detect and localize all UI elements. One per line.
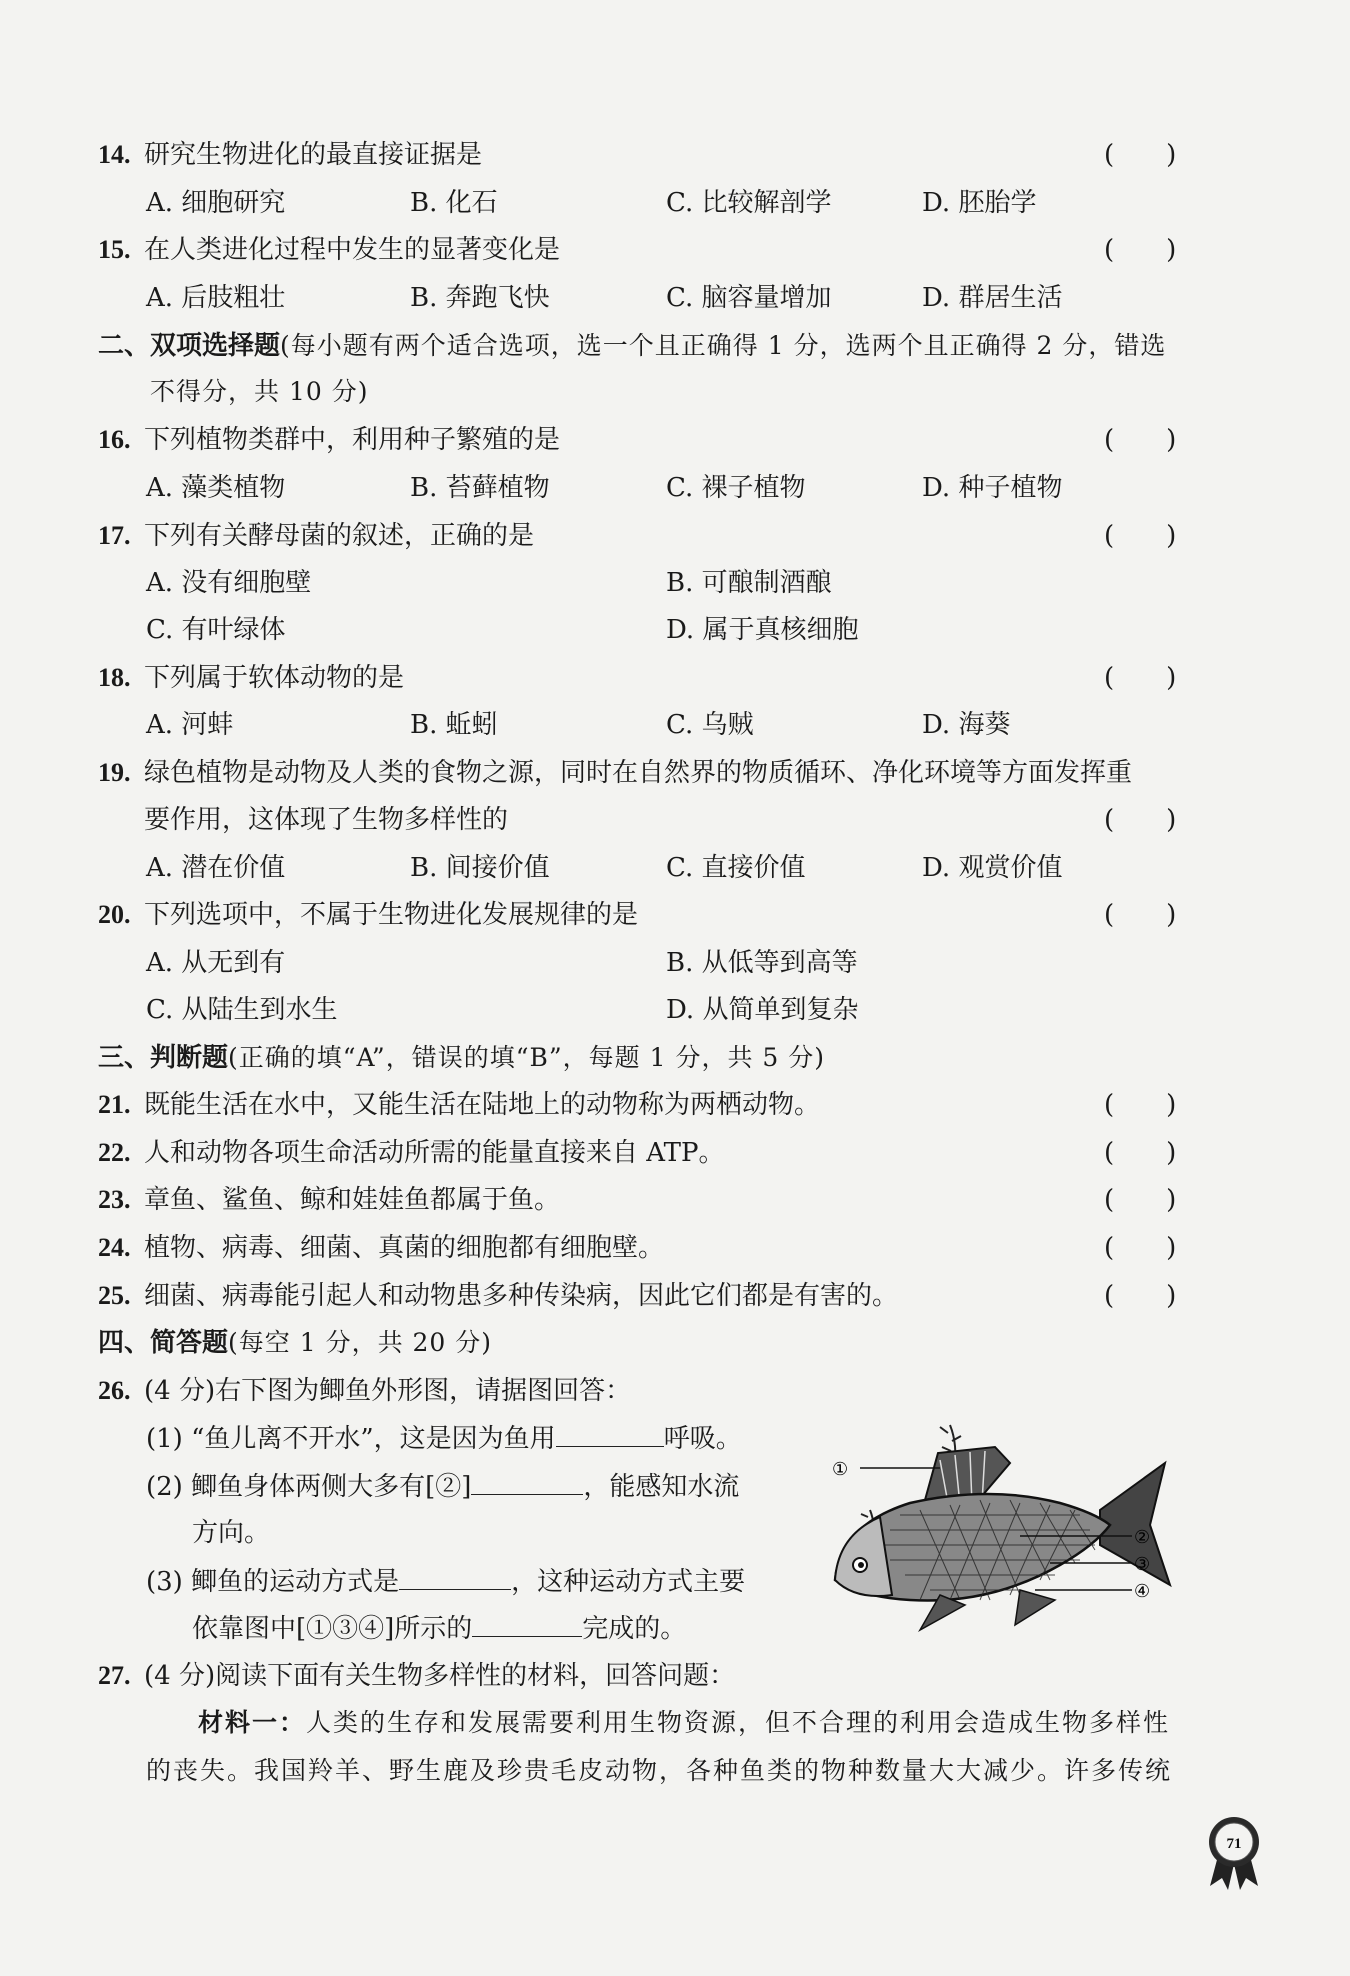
- options-17-row1: [0, 561, 1350, 605]
- options-16: [0, 466, 1350, 510]
- option-d: D. 胚胎学: [922, 188, 1037, 218]
- anal-fin: [1015, 1590, 1055, 1625]
- answer-parens[interactable]: ( ): [1104, 140, 1177, 170]
- section-2-heading-cont: [0, 370, 1350, 414]
- section-title: 三、判断题(正确的填“A”，错误的填“B”，每题 1 分，共 5 分): [98, 1043, 825, 1073]
- section-title: 二、双项选择题(每小题有两个适合选项，选一个且正确得 1 分，选两个且正确得 2 分，错选: [98, 331, 1167, 361]
- option-b: B. 从低等到高等: [666, 948, 858, 978]
- question-number: 18.: [98, 663, 131, 692]
- options-20-row1: [0, 941, 1350, 985]
- answer-parens[interactable]: ( ): [1104, 663, 1177, 693]
- label-1: ①: [832, 1459, 849, 1480]
- material-label: 材料一：: [198, 1708, 307, 1737]
- option-a: A. 没有细胞壁: [146, 568, 312, 598]
- option-a: A. 细胞研究: [146, 188, 286, 218]
- question-number: 22.: [98, 1138, 131, 1167]
- options-19: [0, 846, 1350, 890]
- section-note: (每空 1 分，共 20 分): [228, 1328, 493, 1357]
- option-a: A. 藻类植物: [146, 473, 286, 503]
- option-c: C. 脑容量增加: [666, 283, 832, 313]
- answer-parens[interactable]: ( ): [1104, 1185, 1177, 1215]
- option-d: D. 群居生活: [922, 283, 1063, 313]
- question-number: 19.: [98, 758, 131, 787]
- option-b: B. 间接价值: [410, 853, 550, 883]
- option-c: C. 有叶绿体: [146, 615, 286, 645]
- question-text: 章鱼、鲨鱼、鲸和娃娃鱼都属于鱼。: [144, 1185, 561, 1215]
- crucian-carp-figure: [820, 1415, 1190, 1640]
- options-20-row2: [0, 988, 1350, 1032]
- question-number: 15.: [98, 235, 131, 264]
- label-2: ②: [1134, 1527, 1151, 1548]
- section-title: 四、简答题(每空 1 分，共 20 分): [98, 1328, 493, 1358]
- options-15: [0, 276, 1350, 320]
- question-text: 下列选项中，不属于生物进化发展规律的是: [144, 900, 639, 930]
- answer-parens[interactable]: ( ): [1104, 1281, 1177, 1311]
- option-c: C. 从陆生到水生: [146, 995, 338, 1025]
- material-1-line1: [0, 1701, 1350, 1745]
- question-text: 绿色植物是动物及人类的食物之源，同时在自然界的物质循环、净化环境等方面发挥重: [144, 758, 1133, 788]
- question-text: (4 分)阅读下面有关生物多样性的材料，回答问题：: [144, 1661, 736, 1691]
- question-number: 20.: [98, 900, 131, 929]
- question-number: 16.: [98, 425, 131, 454]
- material-1-line2: [0, 1749, 1350, 1793]
- label-3: ③: [1134, 1554, 1151, 1575]
- answer-blank[interactable]: [556, 1416, 664, 1447]
- question-text: 研究生物进化的最直接证据是: [144, 140, 483, 170]
- option-a: A. 潜在价值: [146, 853, 286, 883]
- question-text-cont: 要作用，这体现了生物多样性的: [144, 805, 509, 835]
- question-22: [0, 1131, 1350, 1175]
- option-d: D. 属于真核细胞: [666, 615, 859, 645]
- question-number: 14.: [98, 140, 131, 169]
- answer-blank[interactable]: [471, 1464, 583, 1495]
- option-c: C. 直接价值: [666, 853, 806, 883]
- section-3-heading: [0, 1036, 1350, 1080]
- question-number: 27.: [98, 1661, 131, 1690]
- option-b: B. 蚯蚓: [410, 710, 498, 740]
- option-d: D. 种子植物: [922, 473, 1063, 503]
- question-text: 植物、病毒、细菌、真菌的细胞都有细胞壁。: [144, 1233, 665, 1263]
- sub-question-1: (1) “鱼儿离不开水”，这是因为鱼用 呼吸。: [146, 1416, 742, 1461]
- answer-parens[interactable]: ( ): [1104, 1090, 1177, 1120]
- answer-blank[interactable]: [472, 1606, 582, 1637]
- question-16: [0, 418, 1350, 462]
- option-b: B. 化石: [410, 188, 498, 218]
- question-26: [0, 1369, 1350, 1413]
- section-4-heading: [0, 1321, 1350, 1365]
- option-b: B. 可酿制酒酿: [666, 568, 832, 598]
- sub-question-3: (3) 鲫鱼的运动方式是 ，这种运动方式主要: [146, 1559, 745, 1604]
- question-25: [0, 1274, 1350, 1318]
- section-note: (每小题有两个适合选项，选一个且正确得 1 分，选两个且正确得 2 分，错选: [280, 331, 1167, 360]
- option-a: A. 河蚌: [146, 710, 234, 740]
- answer-parens[interactable]: ( ): [1104, 900, 1177, 930]
- question-23: [0, 1178, 1350, 1222]
- sub-question-2-cont: 方向。: [192, 1518, 271, 1548]
- section-2-heading: [0, 324, 1350, 368]
- answer-parens[interactable]: ( ): [1104, 235, 1177, 265]
- question-text: 既能生活在水中，又能生活在陆地上的动物称为两栖动物。: [144, 1090, 821, 1120]
- question-text: 下列植物类群中，利用种子繁殖的是: [144, 425, 561, 455]
- option-a: A. 从无到有: [146, 948, 286, 978]
- answer-parens[interactable]: ( ): [1104, 1233, 1177, 1263]
- question-number: 21.: [98, 1090, 131, 1119]
- option-b: B. 苔藓植物: [410, 473, 550, 503]
- question-14: [0, 133, 1350, 177]
- question-18: [0, 656, 1350, 700]
- option-c: C. 比较解剖学: [666, 188, 832, 218]
- question-text: 细菌、病毒能引起人和动物患多种传染病，因此它们都是有害的。: [144, 1281, 899, 1311]
- question-text: 下列有关酵母菌的叙述，正确的是: [144, 521, 535, 551]
- question-27: [0, 1654, 1350, 1698]
- option-d: D. 观赏价值: [922, 853, 1063, 883]
- question-number: 25.: [98, 1281, 131, 1310]
- question-21: [0, 1083, 1350, 1127]
- answer-parens[interactable]: ( ): [1104, 805, 1177, 835]
- option-c: C. 乌贼: [666, 710, 754, 740]
- material-text-cont: 的丧失。我国羚羊、野生鹿及珍贵毛皮动物，各种鱼类的物种数量大大减少。许多传统: [146, 1756, 1173, 1785]
- answer-parens[interactable]: ( ): [1104, 521, 1177, 551]
- question-17: [0, 514, 1350, 558]
- option-a: A. 后肢粗壮: [146, 283, 286, 313]
- question-text: 在人类进化过程中发生的显著变化是: [144, 235, 561, 265]
- option-d: D. 海葵: [922, 710, 1011, 740]
- options-18: [0, 703, 1350, 747]
- question-text: (4 分)右下图为鲫鱼外形图，请据图回答：: [144, 1376, 632, 1406]
- question-15: [0, 228, 1350, 272]
- option-d: D. 从简单到复杂: [666, 995, 859, 1025]
- question-text: 下列属于软体动物的是: [144, 663, 405, 693]
- option-c: C. 裸子植物: [666, 473, 806, 503]
- question-20: [0, 893, 1350, 937]
- question-number: 17.: [98, 521, 131, 550]
- question-number: 23.: [98, 1185, 131, 1214]
- question-number: 24.: [98, 1233, 131, 1262]
- question-number: 26.: [98, 1376, 131, 1405]
- section-note: (正确的填“A”，错误的填“B”，每题 1 分，共 5 分): [228, 1043, 825, 1072]
- material-text: 材料一：人类的生存和发展需要利用生物资源，但不合理的利用会造成生物多样性: [198, 1708, 1171, 1737]
- options-17-row2: [0, 608, 1350, 652]
- sub-question-3-cont: 依靠图中[①③④]所示的 完成的。: [192, 1606, 686, 1651]
- question-19-cont: [0, 798, 1350, 842]
- question-text: 人和动物各项生命活动所需的能量直接来自 ATP。: [144, 1138, 725, 1168]
- page-number: 71: [1226, 1836, 1242, 1852]
- option-b: B. 奔跑飞快: [410, 283, 550, 313]
- options-14: [0, 181, 1350, 225]
- answer-parens[interactable]: ( ): [1104, 1138, 1177, 1168]
- question-24: [0, 1226, 1350, 1270]
- answer-parens[interactable]: ( ): [1104, 425, 1177, 455]
- sub-question-2: (2) 鲫鱼身体两侧大多有[②] ，能感知水流: [146, 1464, 739, 1509]
- label-4: ④: [1134, 1581, 1151, 1602]
- answer-blank[interactable]: [399, 1559, 511, 1590]
- page-number-badge: [1204, 1814, 1264, 1892]
- question-19: [0, 751, 1350, 795]
- section-note-cont: 不得分，共 10 分): [150, 377, 369, 406]
